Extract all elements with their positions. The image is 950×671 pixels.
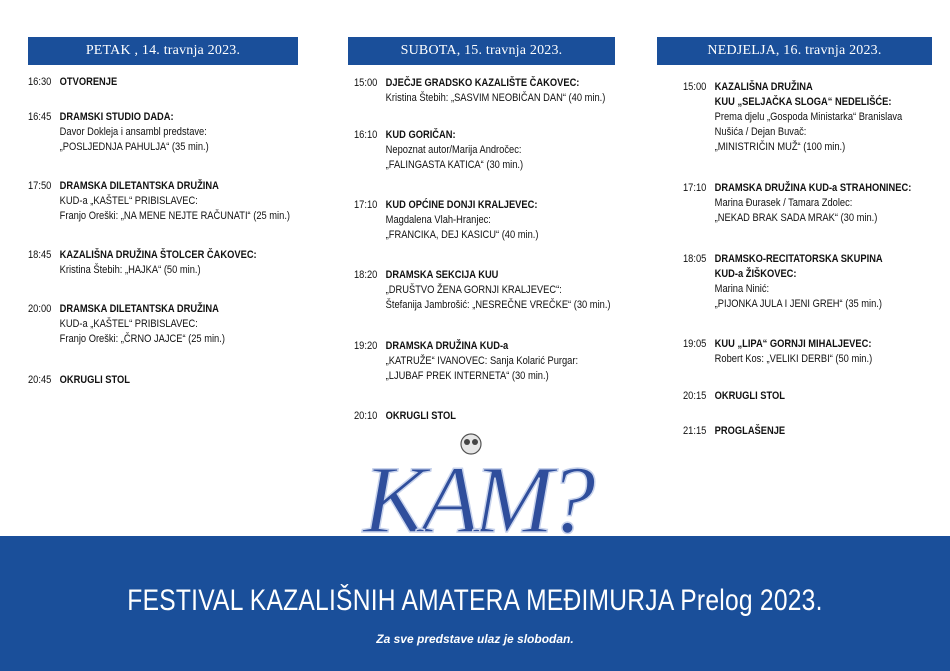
event-detail: Kristina Štebih: „SASVIM NEOBIČAN DAN“ (40 min.) [385, 92, 606, 104]
event-detail: Marina Đurasek / Tamara Zdolec: [714, 197, 853, 209]
event-title: KAZALIŠNA DRUŽINA [714, 81, 813, 93]
event-detail: Nušića / Dejan Buvač: [714, 126, 807, 138]
event-detail: „FALINGASTA KATICA“ (30 min.) [385, 159, 524, 171]
event-time: 19:20 [354, 340, 378, 352]
event-time: 18:20 [354, 269, 378, 281]
event-title: DRAMSKA DRUŽINA KUD-a STRAHONINEC: [714, 182, 912, 194]
event-detail: „PIJONKA JULA I JENI GREH“ (35 min.) [714, 298, 883, 310]
day-header-saturday: SUBOTA, 15. travnja 2023. [348, 37, 615, 65]
event-title: KUD-a ŽIŠKOVEC: [714, 268, 797, 280]
event-title: KUU „SELJAČKA SLOGA“ NEDELIŠĆE: [714, 96, 892, 108]
event-detail: „MINISTRIČIN MUŽ“ (100 min.) [714, 141, 846, 153]
event-detail: Marina Ninić: [714, 283, 770, 295]
event-title: DRAMSKA DILETANTSKA DRUŽINA [59, 180, 219, 192]
event-detail: „LJUBAF PREK INTERNETA“ (30 min.) [385, 370, 549, 382]
event-title: OKRUGLI STOL [714, 390, 785, 402]
mask-eye-icon [472, 439, 478, 445]
event-time: 15:00 [683, 81, 707, 93]
event-title: OTVORENJE [59, 76, 118, 88]
event-title: DRAMSKA SEKCIJA KUU [385, 269, 499, 281]
event-detail: „DRUŠTVO ŽENA GORNJI KRALJEVEC“: [385, 284, 562, 296]
event-detail: „NEKAD BRAK SADA MRAK“ (30 min.) [714, 212, 878, 224]
event-time: 19:05 [683, 338, 707, 350]
event-time: 18:05 [683, 253, 707, 265]
event-title: DRAMSKO-RECITATORSKA SKUPINA [714, 253, 883, 265]
event-title: KUU „LIPA“ GORNJI MIHALJEVEC: [714, 338, 872, 350]
mask-eye-icon [464, 439, 470, 445]
event-title: OKRUGLI STOL [385, 410, 456, 422]
event-time: 20:45 [28, 374, 52, 386]
column-sunday [657, 37, 932, 525]
event-title: DRAMSKI STUDIO DADA: [59, 111, 174, 123]
logo-text: KAM? [363, 446, 590, 553]
event-detail: Štefanija Jambrošić: „NESREČNE VREČKE“ (30 min.) [385, 299, 611, 311]
event-time: 18:45 [28, 249, 52, 261]
event-title: OKRUGLI STOL [59, 374, 130, 386]
event-title: DRAMSKA DILETANTSKA DRUŽINA [59, 303, 219, 315]
column-friday [28, 37, 298, 525]
event-time: 17:10 [354, 199, 378, 211]
event-detail: Kristina Štebih: „HAJKA“ (50 min.) [59, 264, 201, 276]
event-time: 20:10 [354, 410, 378, 422]
event-time: 16:45 [28, 111, 52, 123]
event-detail: „POSLJEDNJA PAHULJA“ (35 min.) [59, 141, 209, 153]
event-title: DRAMSKA DRUŽINA KUD-a [385, 340, 509, 352]
event-detail: Davor Dokleja i ansambl predstave: [59, 126, 207, 138]
festival-title: FESTIVAL KAZALIŠNIH AMATERA MEĐIMURJA Prelog 2023. [127, 584, 823, 617]
event-title: KUD OPĆINE DONJI KRALJEVEC: [385, 199, 538, 211]
event-time: 21:15 [683, 425, 707, 437]
event-time: 20:15 [683, 390, 707, 402]
event-title: KAZALIŠNA DRUŽINA ŠTOLCER ČAKOVEC: [59, 249, 257, 261]
event-title: PROGLAŠENJE [714, 425, 786, 437]
event-time: 20:00 [28, 303, 52, 315]
event-detail: KUD-a „KAŠTEL“ PRIBISLAVEC: [59, 195, 198, 207]
kam-logo [345, 420, 615, 580]
event-detail: Prema djelu „Gospoda Ministarka“ Branislava [714, 111, 903, 123]
event-time: 16:10 [354, 129, 378, 141]
event-detail: Magdalena Vlah-Hranjec: [385, 214, 491, 226]
event-detail: KUD-a „KAŠTEL“ PRIBISLAVEC: [59, 318, 198, 330]
event-detail: Franjo Oreški: „NA MENE NEJTE RAČUNATI“ (25 min.) [59, 210, 291, 222]
event-detail: Nepoznat autor/Marija Andročec: [385, 144, 522, 156]
event-time: 16:30 [28, 76, 52, 88]
event-detail: „KATRUŽE“ IVANOVEC: Sanja Kolarić Purgar: [385, 355, 579, 367]
event-time: 17:10 [683, 182, 707, 194]
event-time: 15:00 [354, 77, 378, 89]
event-detail: Robert Kos: „VELIKI DERBI“ (50 min.) [714, 353, 873, 365]
event-title: KUD GORIČAN: [385, 129, 456, 141]
event-detail: „FRANCIKA, DEJ KASICU“ (40 min.) [385, 229, 539, 241]
free-entry-note: Za sve predstave ulaz je slobodan. [376, 632, 574, 646]
event-detail: Franjo Oreški: „ČRNO JAJCE“ (25 min.) [59, 333, 225, 345]
day-header-sunday: NEDJELJA, 16. travnja 2023. [657, 37, 932, 65]
event-title: DJEČJE GRADSKO KAZALIŠTE ČAKOVEC: [385, 77, 580, 89]
event-time: 17:50 [28, 180, 52, 192]
day-header-friday: PETAK , 14. travnja 2023. [28, 37, 298, 65]
